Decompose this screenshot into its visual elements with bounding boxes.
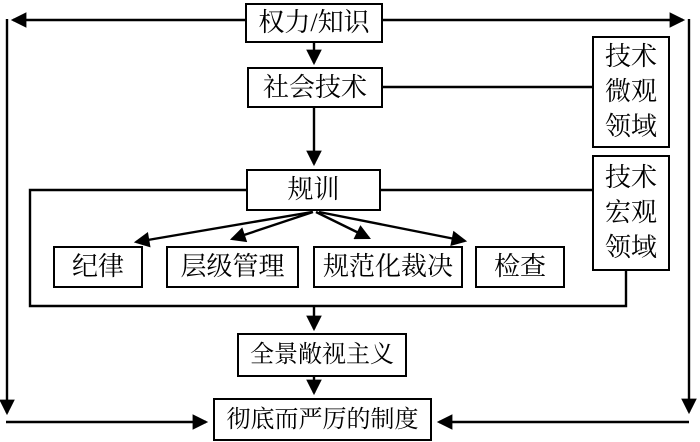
node-power-knowledge-label: 权力/知识	[258, 8, 370, 37]
node-tech-micro-domain-line3: 领域	[604, 112, 657, 141]
node-hierarchical-management-label: 层级管理	[180, 252, 285, 281]
node-normalizing-judgment-label: 规范化裁决	[322, 252, 453, 281]
node-hierarchical-management	[166, 246, 299, 288]
node-rules	[53, 246, 143, 288]
node-tech-macro-domain-line2: 宏观	[604, 198, 657, 227]
node-tech-micro-domain-line1: 技术	[604, 42, 657, 71]
node-tech-micro-domain-line2: 微观	[604, 77, 657, 106]
node-examination	[475, 246, 565, 288]
edge-discipline-to-examination	[319, 212, 465, 241]
node-discipline-training	[246, 169, 381, 211]
node-tech-macro-domain	[592, 155, 670, 271]
edge-discipline-to-hierarchy	[232, 212, 313, 239]
node-tech-macro-domain-line3: 领域	[604, 233, 657, 262]
node-panopticism-label: 全景敞视主义	[250, 342, 394, 368]
node-normalizing-judgment	[313, 246, 463, 288]
node-panopticism	[237, 333, 407, 377]
node-social-technology-label: 社会技术	[262, 72, 367, 102]
node-examination-label: 检查	[493, 252, 546, 281]
node-discipline-training-label: 规训	[287, 175, 340, 204]
node-tech-macro-domain-line1: 技术	[604, 163, 657, 192]
edge-discipline-to-rules	[136, 212, 312, 242]
node-thorough-strict-institution	[213, 398, 432, 441]
node-thorough-strict-institution-label: 彻底而严厉的制度	[226, 406, 419, 433]
node-tech-micro-domain	[592, 36, 670, 148]
node-social-technology	[247, 67, 383, 108]
node-power-knowledge	[245, 3, 383, 43]
node-rules-label: 纪律	[71, 252, 124, 281]
